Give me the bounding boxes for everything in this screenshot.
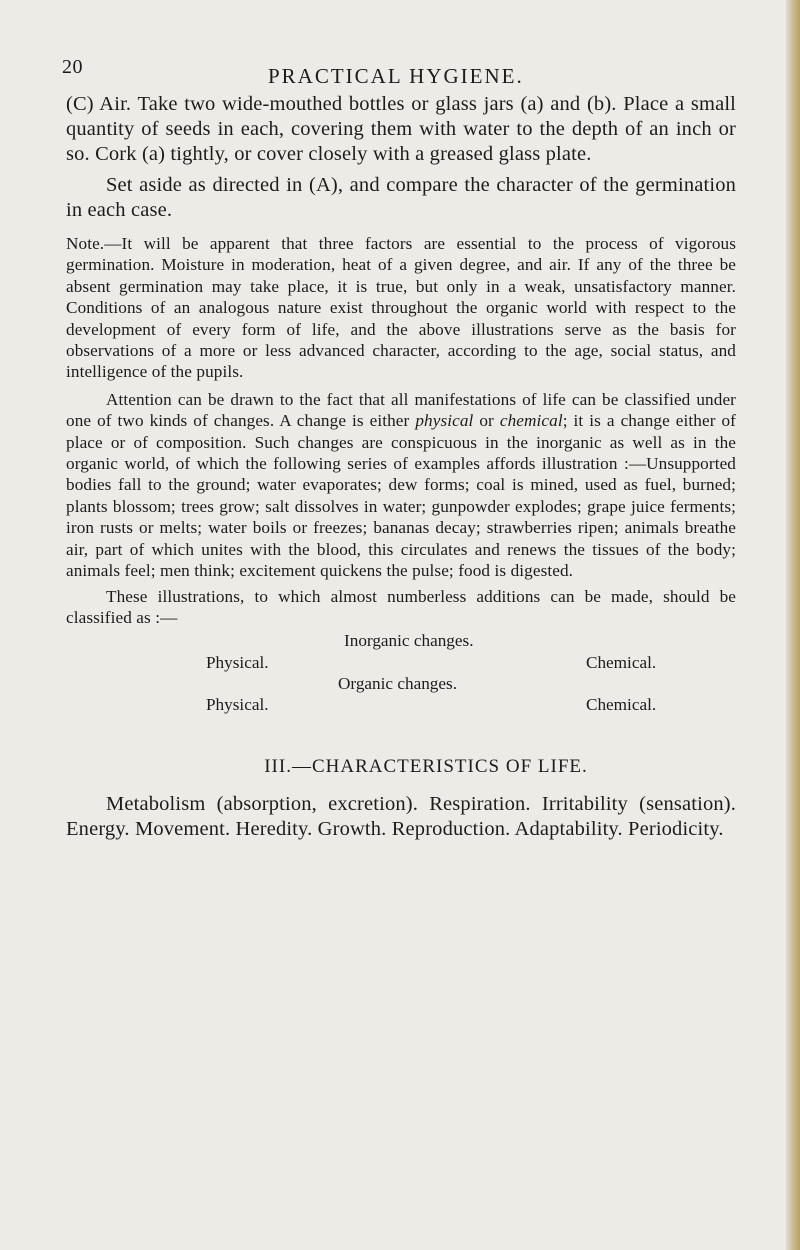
paragraph-set-aside: Set aside as directed in (A), and compare the character of the germination in each case. [66, 174, 736, 221]
attention-after: ; it is a change either of place or of composition. Such changes are conspicuous in the inorganic as well as in the organic world, of which the following series of examples affords illustration :—Unsupported bodies fall to the ground; water evaporates; dew forms; coal is mined, used as fuel, burned; plants blossom; trees grow; salt dissolves in water; gunpowder explodes; grape juice ferments; iron rusts or melts; water boils or freezes; bananas decay; strawberries ripen; animals breathe air, part of which unites with the blood, this circulates and renews the tissues of the body; animals feel; men think; excitement quickens the pulse; food is digested. [66, 411, 737, 581]
term-physical: physical [415, 411, 474, 431]
note-paragraph [66, 233, 736, 383]
organic-chemical-label: Chemical. [586, 695, 657, 715]
paragraph-air [66, 92, 736, 167]
paragraph-attention [66, 389, 736, 582]
section-body: Metabolism (absorption, excretion). Respiration. Irritability (sensation). Energy. Movement. Heredity. Growth. Reproduction. Adaptability. Periodicity. [66, 792, 736, 840]
paragraph-air-lead: (C) Air. [66, 93, 132, 115]
note-label: Note. [66, 234, 105, 253]
inorganic-physical-label: Physical. [206, 652, 269, 672]
note-text: —It will be apparent that three factors are essential to the process of vigorous germination. Moisture in moderation, heat of a given degree, and air. If any of the three be absent germination may take place, it is true, but only in a weak, unsatisfactory manner. Conditions of an analogous nature exist throughout the organic world with respect to the development of every form of life, and the above illustrations serve as the basis for observations of a more or less advanced character, according to the age, social status, and intelligence of the pupils. [66, 234, 736, 382]
term-chemical: chemical [499, 411, 563, 431]
organic-physical-label: Physical. [206, 695, 269, 715]
running-head: PRACTICAL HYGIENE. [268, 64, 524, 88]
attention-or: or [473, 411, 500, 431]
classification-table [66, 630, 736, 716]
paragraph-illustrations: These illustrations, to which almost numberless additions can be made, should be classified as :— [66, 586, 736, 627]
paragraph-air-text: Take two wide-mouthed bottles or glass jars (a) and (b). Place a small quantity of seeds in each, covering them with water to the depth of an inch or so. Cork (a) tightly, or cover closely with a greased glass plate. [66, 93, 737, 165]
page-edge [786, 0, 800, 1250]
page-body [66, 92, 736, 842]
attention-before: Attention can be drawn to the fact that all manifestations of life can be classified under one of two kinds of changes. A change is either [66, 389, 736, 431]
page-number: 20 [62, 56, 83, 78]
section-heading: III.—CHARACTERISTICS OF LIFE. [264, 755, 588, 777]
inorganic-changes-label: Inorganic changes. [344, 631, 474, 651]
organic-changes-label: Organic changes. [338, 674, 457, 694]
inorganic-chemical-label: Chemical. [586, 652, 657, 672]
